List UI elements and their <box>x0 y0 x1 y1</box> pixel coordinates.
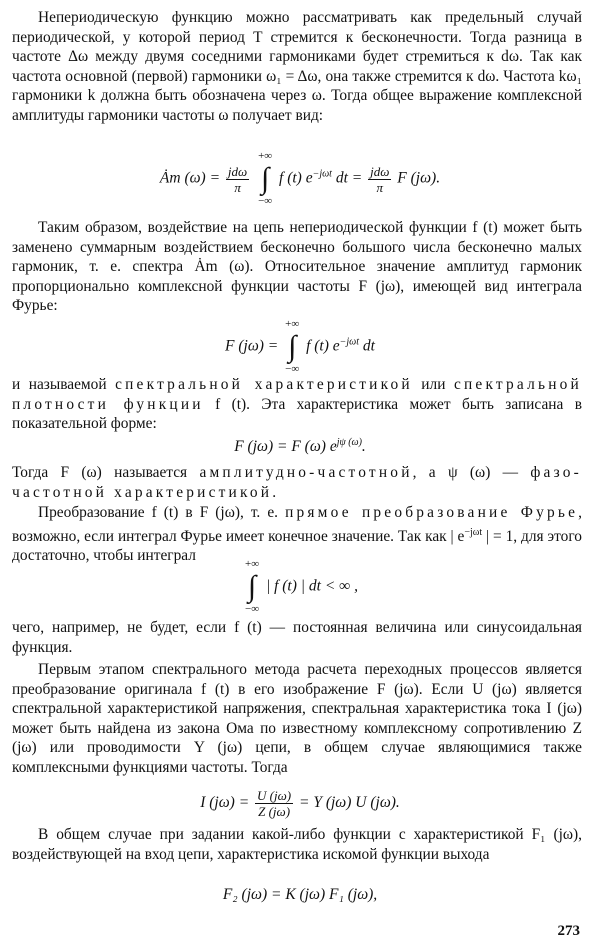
term-direct-fourier: прямое преобразование Фурье <box>285 504 579 521</box>
p5-exponent: −jωt <box>464 526 483 538</box>
eq3-end: . <box>361 438 366 456</box>
p5-text-1: Преобразование f (t) в F (jω), т. е. <box>38 504 286 521</box>
paragraph-6: чего, например, не будет, если f (t) — постоянная величина или синусоидальная функция. <box>12 619 582 656</box>
eq2-integrand: f (t) e <box>306 337 340 355</box>
paragraph-5 <box>12 503 582 566</box>
p4-text-5: . <box>272 483 277 501</box>
eq3-body: F (jω) = F (ω) e <box>234 438 337 456</box>
equation-fourier-integral <box>0 318 600 376</box>
eq4-int-upper: +∞ <box>245 558 260 570</box>
paragraph-1: Непериодическую функцию можно рассматривать как предельный случай периодической, у которой период T стремится к бесконечности. Тогда разница в частоте Δω между двумя соседними гармониками будет стремиться к dω. Так как частота основной (первой) гармоники ω₁ = Δω, она также стремится к dω. Частота kω₁ гармоники k должна быть обозначена через ω. Тогда общее выражение комплексной амплитуды гармоники частоты ω получает вид: <box>12 9 582 124</box>
term-phase-frequency: фазо-частотной характеристикой <box>12 464 582 501</box>
p3-text-1: и называемой <box>12 376 116 393</box>
equation-complex-amplitude <box>0 150 600 208</box>
eq1-frac1-num: jdω <box>227 163 248 179</box>
p3-text-3: или <box>412 376 454 393</box>
eq5-fraction <box>255 788 293 819</box>
eq6-body: F₂ (jω) = K (jω) F₁ (jω), <box>222 886 378 903</box>
eq1-integrand: f (t) e <box>279 169 313 187</box>
p5-text-3: , возможно, если интеграл Фурье имеет конечное значение. Так как | e <box>12 504 582 545</box>
eq1-exponent: −jωt <box>312 168 332 180</box>
eq5-lhs: I (jω) = <box>200 794 250 812</box>
integral-sign: ∫ <box>261 162 270 195</box>
term-amplitude-frequency: амплитудно-частотной <box>199 464 413 481</box>
eq1-fraction-2 <box>368 164 391 195</box>
equation-convergence <box>0 558 600 616</box>
eq1-integral <box>258 150 272 208</box>
eq4-int-lower: −∞ <box>245 603 260 615</box>
eq2-int-lower: −∞ <box>285 363 300 375</box>
eq1-fraction-1 <box>226 164 249 195</box>
eq2-exponent: −jωt <box>339 336 360 348</box>
paragraph-7: Первым этапом спектрального метода расчета переходных процессов является преобразование оригинала f (t) в его изображение F (jω). Если U (jω) является спектральной характеристикой напряжения, спектральная характеристика тока I (jω) может быть найдена из закона Ома по известному комплексному сопротивлению Z (jω) или проводимости Y (jω) цепи, в общем случае являющимися также комплексными функциями частоты. Тогда <box>12 661 582 776</box>
term-spectral-characteristic: спектральной характеристикой <box>115 376 413 393</box>
p3-text-5: f (t). Эта характеристика может быть записана в показательной форме: <box>12 395 582 433</box>
eq1-lhs: Ȧm (ω) = <box>159 169 221 187</box>
eq3-exponent: jψ (ω) <box>336 437 362 448</box>
page-number: 273 <box>557 923 580 939</box>
eq5-num: U (jω) <box>257 788 292 803</box>
eq1-rhs: F (jω). <box>397 169 441 187</box>
eq4-body: | f (t) | dt < ∞ , <box>265 577 358 595</box>
eq1-frac1-den: π <box>234 179 241 195</box>
eq1-int-upper: +∞ <box>258 150 273 162</box>
eq2-integral <box>285 318 299 376</box>
eq1-frac2-num: jdω <box>370 163 390 179</box>
eq1-int-lower: −∞ <box>258 195 273 207</box>
paragraph-4 <box>12 463 582 502</box>
eq5-rhs: = Y (jω) U (jω). <box>299 794 400 812</box>
equation-ohms-law <box>0 788 600 819</box>
paragraph-3 <box>12 375 582 434</box>
eq2-dt: dt <box>362 337 375 355</box>
eq1-frac2-den: π <box>376 179 384 195</box>
eq2-int-upper: +∞ <box>285 318 300 330</box>
term-spectral-density: спектральной плотности функции <box>12 376 582 413</box>
paragraph-2: Таким образом, воздействие на цепь непериодической функции f (t) может быть заменено суммарным воздействием бесконечно большого числа бесконечно малых гармоник, т. е. спектра Ȧm (ω). Относительное значение амплитуд гармоник пропорционально комплексной функции частоты F (jω), имеющей вид интеграла Фурье: <box>12 219 582 315</box>
integral-sign: ∫ <box>288 330 297 363</box>
p5-text-4: | = 1, для этого достаточно, чтобы интеграл <box>12 527 582 565</box>
eq5-den: Z (jω) <box>258 804 291 819</box>
eq1-dt: dt = <box>335 169 363 187</box>
p4-text-1: Тогда F (ω) называется <box>12 464 200 481</box>
eq2-lhs: F (jω) = <box>225 337 279 355</box>
integral-sign: ∫ <box>247 570 257 603</box>
eq4-integral <box>245 558 259 616</box>
paragraph-8: В общем случае при задании какой-либо функции с характеристикой F₁ (jω), воздействующей на вход цепи, характеристика искомой функции выхода <box>12 826 582 863</box>
p4-text-3: , а ψ (ω) — <box>412 464 531 481</box>
equation-exponential-form <box>0 433 600 457</box>
equation-transfer <box>0 885 600 905</box>
